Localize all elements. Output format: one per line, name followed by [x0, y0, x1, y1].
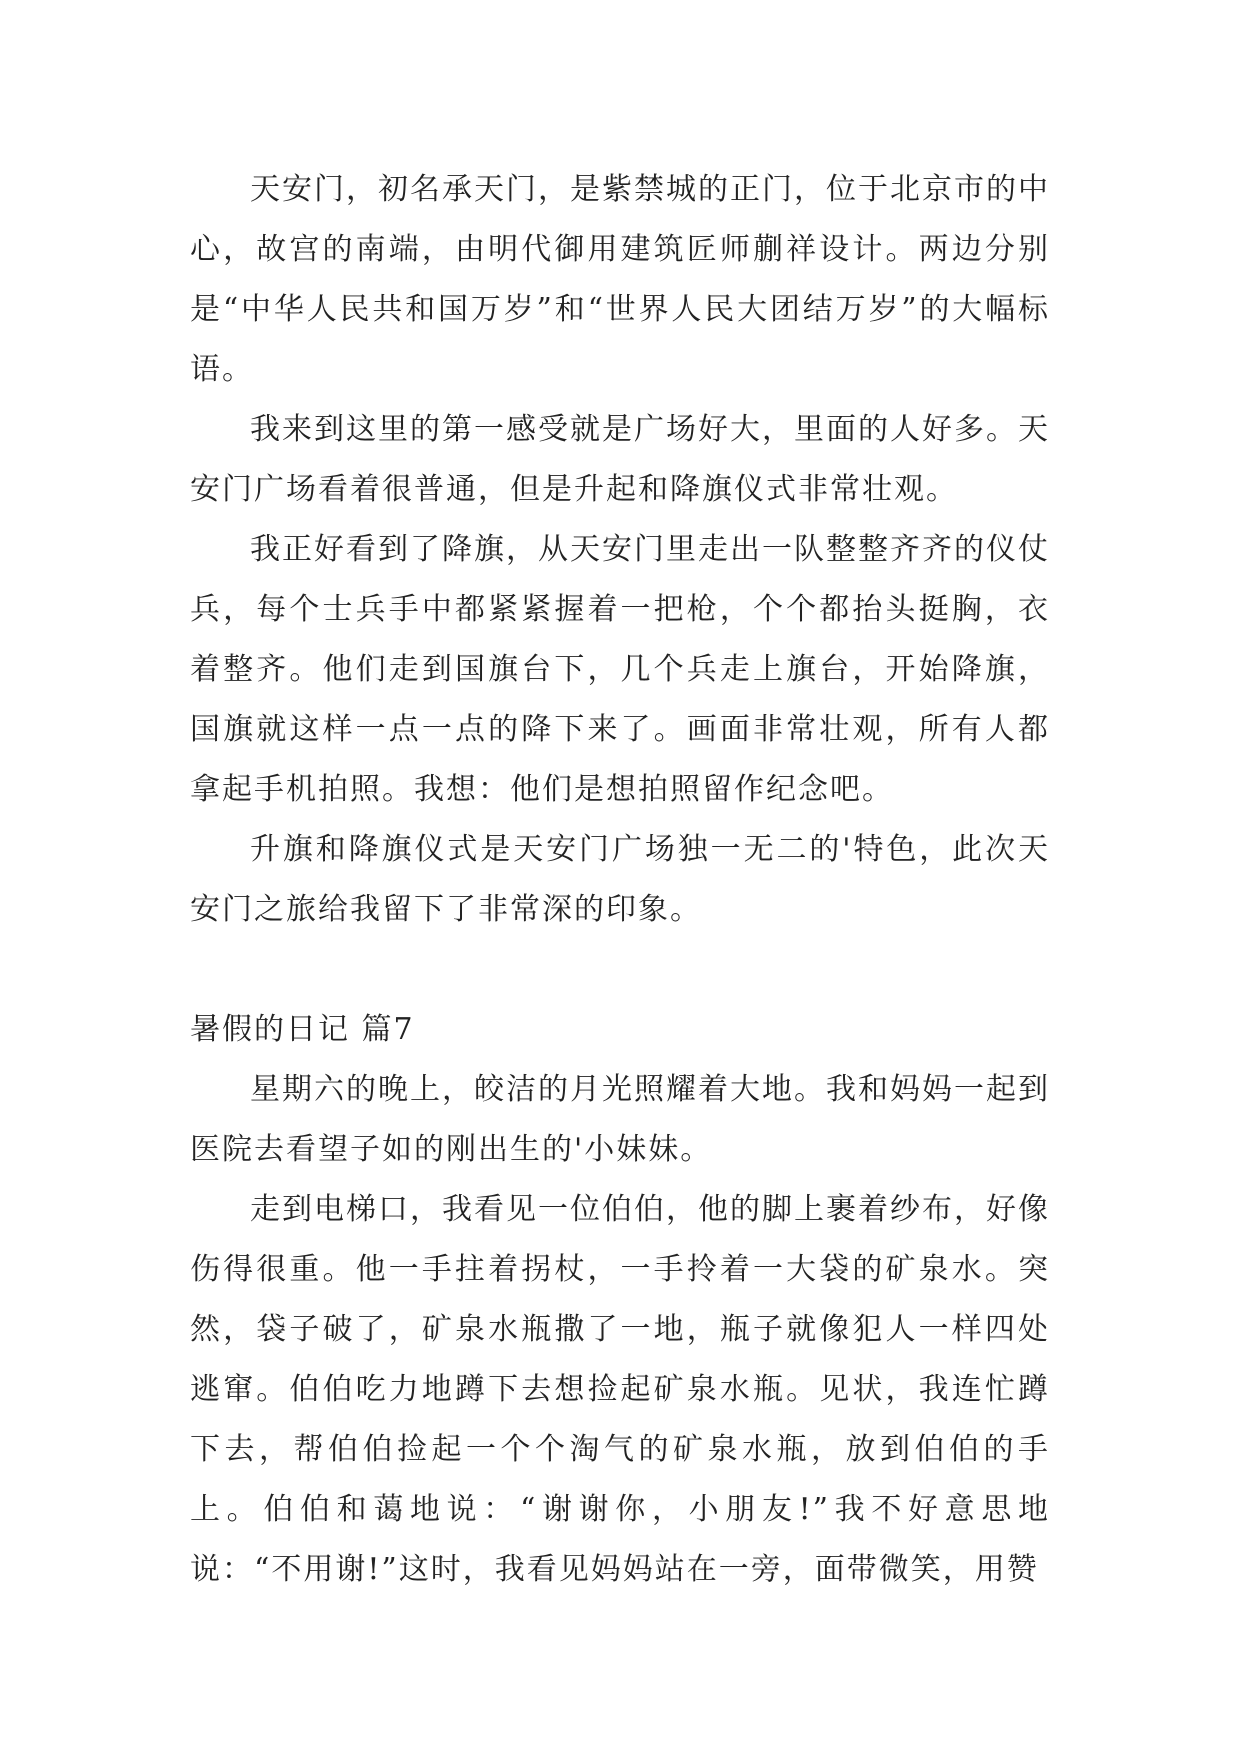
- article-body: [190, 160, 1050, 1600]
- paragraph: 星期六的晚上，皎洁的月光照耀着大地。我和妈妈一起到医院去看望子如的刚出生的'小妹妹。: [190, 1072, 1050, 1167]
- paragraph: 我来到这里的第一感受就是广场好大，里面的人好多。天安门广场看着很普通，但是升起和降旗仪式非常壮观。: [190, 412, 1050, 507]
- paragraph: 走到电梯口，我看见一位伯伯，他的脚上裹着纱布，好像伤得很重。他一手拄着拐杖，一手拎着一大袋的矿泉水。突然，袋子破了，矿泉水瓶撒了一地，瓶子就像犯人一样四处逃窜。伯伯吃力地蹲下去想捡起矿泉水瓶。见状，我连忙蹲下去，帮伯伯捡起一个个淘气的矿泉水瓶，放到伯伯的手上。伯伯和蔼地说：“谢谢你，小朋友!”我不好意思地说：“不用谢!”这时，我看见妈妈站在一旁，面带微笑，用赞: [190, 1192, 1050, 1587]
- paragraph: 我正好看到了降旗，从天安门里走出一队整整齐齐的仪仗兵，每个士兵手中都紧紧握着一把枪，个个都抬头挺胸，衣着整齐。他们走到国旗台下，几个兵走上旗台，开始降旗，国旗就这样一点一点的降下来了。画面非常壮观，所有人都拿起手机拍照。我想：他们是想拍照留作纪念吧。: [190, 532, 1050, 807]
- section-title: 暑假的日记 篇7: [190, 1012, 415, 1047]
- paragraph: 升旗和降旗仪式是天安门广场独一无二的'特色，此次天安门之旅给我留下了非常深的印象。: [190, 832, 1050, 927]
- paragraph: 天安门，初名承天门，是紫禁城的正门，位于北京市的中心，故宫的南端，由明代御用建筑匠师蒯祥设计。两边分别是“中华人民共和国万岁”和“世界人民大团结万岁”的大幅标语。: [190, 172, 1050, 387]
